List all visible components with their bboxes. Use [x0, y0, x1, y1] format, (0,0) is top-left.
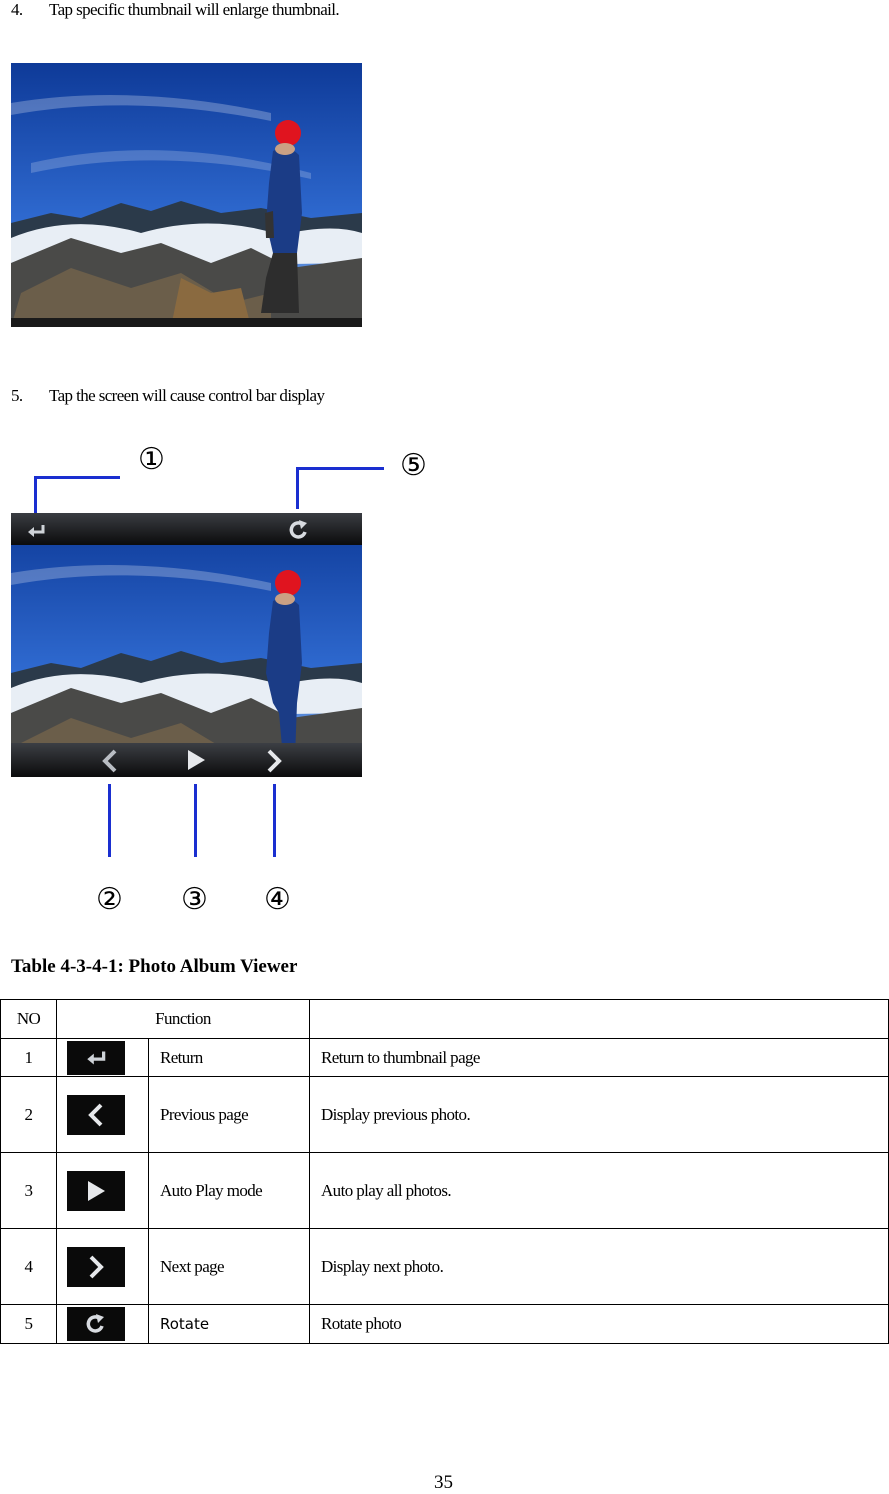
callout-3: ③: [181, 883, 208, 916]
return-icon[interactable]: [25, 523, 47, 539]
row-number: 3: [1, 1153, 57, 1229]
row-number: 5: [1, 1305, 57, 1344]
step-5: [11, 386, 611, 408]
table-row: [1, 1077, 889, 1153]
function-name: Rotate: [149, 1305, 310, 1344]
function-name: Next page: [149, 1229, 310, 1305]
step-5-number: 5.: [11, 386, 23, 405]
table-caption: Table 4-3-4-1: Photo Album Viewer: [11, 956, 298, 977]
function-description: Auto play all photos.: [310, 1153, 889, 1229]
mountain-hiker-photo: [11, 63, 362, 327]
step-4-text: Tap specific thumbnail will enlarge thumbnail.: [49, 0, 340, 19]
next-icon[interactable]: [263, 748, 285, 774]
bottom-control-bar: [11, 743, 362, 777]
table-header-row: [1, 1000, 889, 1039]
callout-4: ④: [264, 883, 291, 916]
function-description: Display next photo.: [310, 1229, 889, 1305]
function-name: Previous page: [149, 1077, 310, 1153]
callout-5-line-v: [296, 467, 299, 509]
row-number: 4: [1, 1229, 57, 1305]
header-no: NO: [1, 1000, 57, 1039]
previous-icon: [67, 1095, 125, 1135]
rotate-icon[interactable]: [287, 518, 311, 542]
table-row: [1, 1039, 889, 1077]
step-4: [11, 0, 611, 22]
function-name: Auto Play mode: [149, 1153, 310, 1229]
function-table: [0, 999, 889, 1344]
header-description: [310, 1000, 889, 1039]
play-icon[interactable]: [185, 748, 207, 772]
step-5-text: Tap the screen will cause control bar display: [49, 386, 325, 405]
callout-2: ②: [96, 883, 123, 916]
rotate-icon: [67, 1307, 125, 1341]
next-icon: [67, 1247, 125, 1287]
callout-2-line: [108, 784, 111, 857]
callout-1-line-v: [34, 476, 37, 513]
enlarged-photo[interactable]: [11, 63, 362, 327]
return-icon: [67, 1041, 125, 1075]
callout-1-line-h: [34, 476, 120, 479]
callout-5: ⑤: [400, 449, 427, 482]
page-number: 35: [434, 1472, 453, 1493]
play-icon: [67, 1171, 125, 1211]
step-4-number: 4.: [11, 0, 23, 19]
photo-with-control-bar[interactable]: [11, 513, 362, 777]
top-control-bar: [11, 513, 362, 545]
header-function: Function: [57, 1000, 310, 1039]
callout-4-line: [273, 784, 276, 857]
function-description: Rotate photo: [310, 1305, 889, 1344]
table-row: [1, 1305, 889, 1344]
function-name: Return: [149, 1039, 310, 1077]
table-row: [1, 1229, 889, 1305]
mountain-hiker-photo-2: [11, 513, 362, 777]
row-number: 2: [1, 1077, 57, 1153]
table-row: [1, 1153, 889, 1229]
function-description: Return to thumbnail page: [310, 1039, 889, 1077]
callout-5-line-h: [296, 467, 384, 470]
callout-1: ①: [138, 443, 165, 476]
previous-icon[interactable]: [99, 748, 121, 774]
function-description: Display previous photo.: [310, 1077, 889, 1153]
callout-3-line: [194, 784, 197, 857]
row-number: 1: [1, 1039, 57, 1077]
